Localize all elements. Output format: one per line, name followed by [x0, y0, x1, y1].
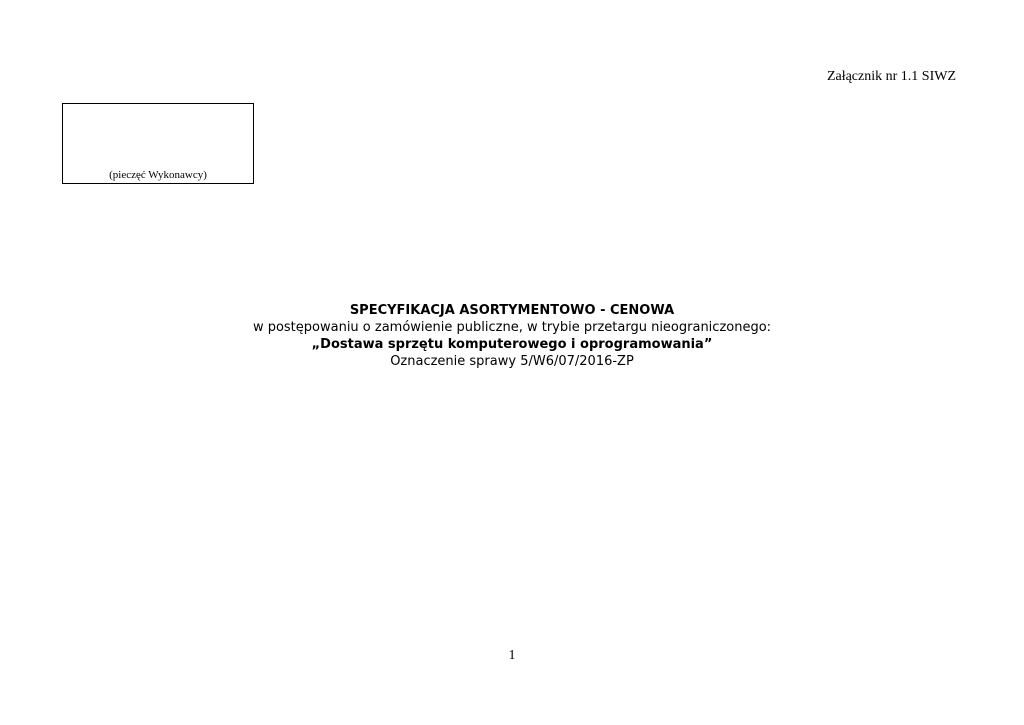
case-reference: Oznaczenie sprawy 5/W6/07/2016-ZP: [390, 354, 634, 369]
annex-label: Załącznik nr 1.1 SIWZ: [826, 69, 956, 84]
procedure-line: w postępowaniu o zamówienie publiczne, w trybie przetargu nieograniczonego:: [252, 320, 772, 335]
document-heading: SPECYFIKACJA ASORTYMENTOWO - CENOWA: [349, 303, 675, 318]
page-number: 1: [508, 648, 516, 663]
contractor-stamp-label: (pieczęć Wykonawcy): [109, 169, 207, 181]
document-title-block: [0, 302, 1024, 370]
tender-subject: „Dostawa sprzętu komputerowego i oprogramowania”: [311, 337, 713, 352]
contractor-stamp-box: [62, 103, 254, 184]
